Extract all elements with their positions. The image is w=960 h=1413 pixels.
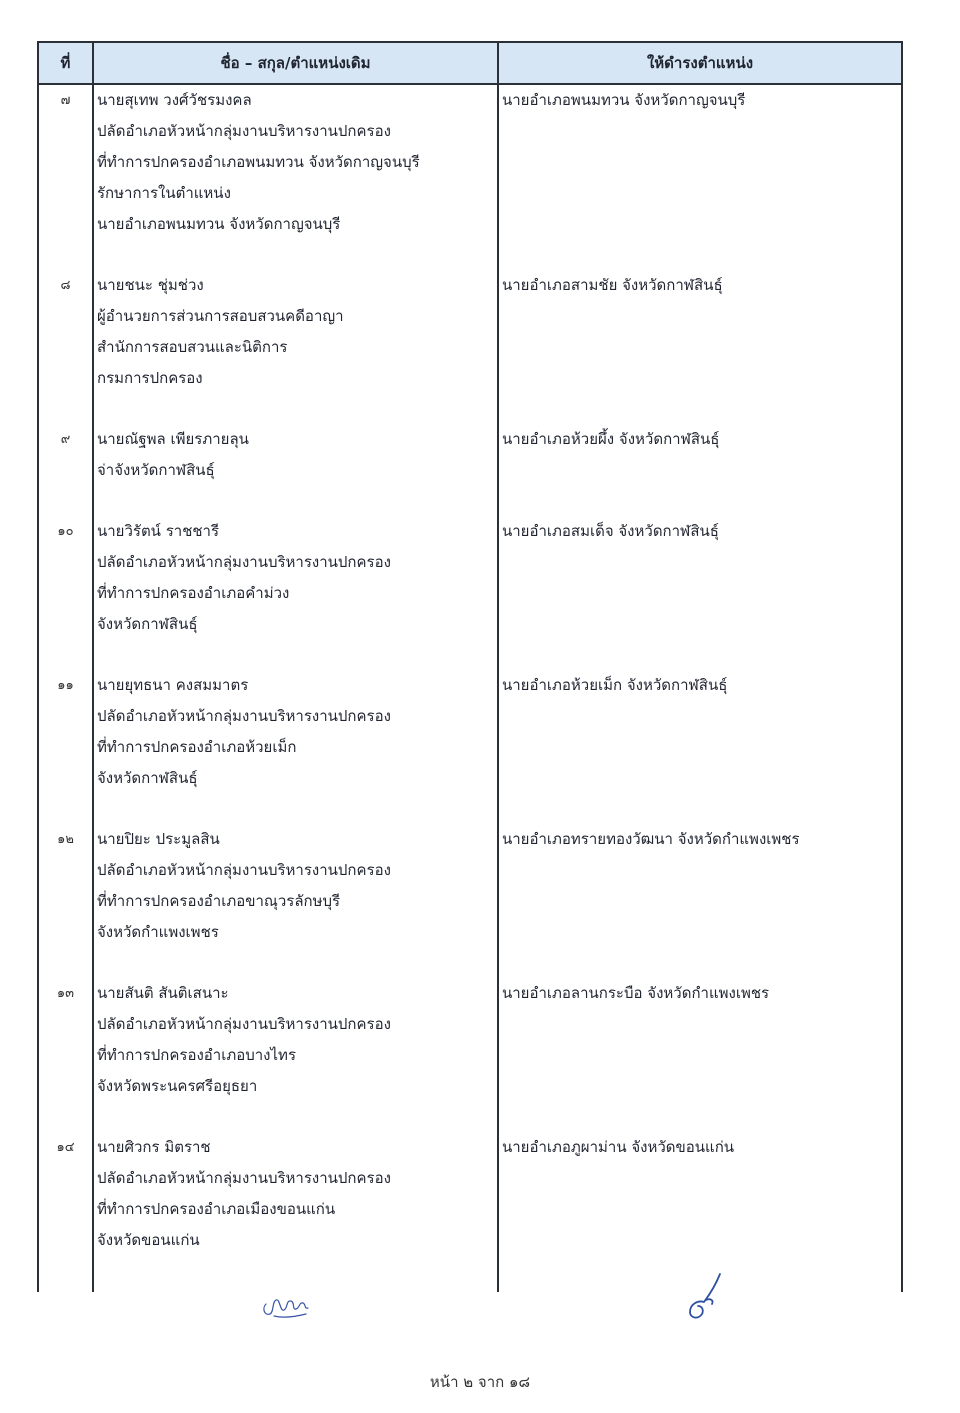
row-number: ๑๔ [38, 1132, 93, 1292]
former-position-line: ที่ทำการปกครองอำเภอพนมทวน จังหวัดกาญจนบุรี [97, 153, 420, 171]
former-position-line: นายอำเภอพนมทวน จังหวัดกาญจนบุรี [97, 215, 341, 233]
former-position-line: รักษาการในตำแหน่ง [97, 184, 231, 202]
table-row [38, 1132, 902, 1292]
appointment-table [37, 41, 903, 1292]
person-name: นายณัฐพล เพียรภายลุน [97, 430, 249, 448]
new-position: นายอำเภอพนมทวน จังหวัดกาญจนบุรี [498, 84, 902, 270]
name-and-former-position [93, 670, 498, 824]
former-position-line: จังหวัดพระนครศรีอยุธยา [97, 1077, 258, 1095]
former-position-line: จังหวัดกาฬสินธุ์ [97, 769, 198, 787]
former-position-line: ปลัดอำเภอหัวหน้ากลุ่มงานบริหารงานปกครอง [97, 707, 391, 725]
former-position-line: ที่ทำการปกครองอำเภอห้วยเม็ก [97, 738, 297, 756]
row-number: ๗ [38, 84, 93, 270]
former-position-line: ปลัดอำเภอหัวหน้ากลุ่มงานบริหารงานปกครอง [97, 1169, 391, 1187]
name-and-former-position [93, 1132, 498, 1292]
former-position-line: ผู้อำนวยการส่วนการสอบสวนคดีอาญา [97, 307, 344, 325]
former-position-line: สำนักการสอบสวนและนิติการ [97, 338, 288, 356]
new-position: นายอำเภอภูผาม่าน จังหวัดขอนแก่น [498, 1132, 902, 1292]
former-position-line: จังหวัดกำแพงเพชร [97, 923, 219, 941]
header-position: ให้ดำรงตำแหน่ง [498, 42, 902, 84]
person-name: นายสุเทพ วงศ์วัชรมงคล [97, 91, 252, 109]
former-position-line: ปลัดอำเภอหัวหน้ากลุ่มงานบริหารงานปกครอง [97, 553, 391, 571]
table-body [38, 84, 902, 1292]
table-row [38, 670, 902, 824]
former-position-line: ที่ทำการปกครองอำเภอบางไทร [97, 1046, 296, 1064]
table-row [38, 424, 902, 516]
name-and-former-position [93, 270, 498, 424]
former-position-line: กรมการปกครอง [97, 369, 203, 387]
name-and-former-position [93, 824, 498, 978]
row-number: ๑๑ [38, 670, 93, 824]
row-number: ๑๓ [38, 978, 93, 1132]
person-name: นายปิยะ ประมูลสิน [97, 830, 220, 848]
name-and-former-position [93, 516, 498, 670]
header-name: ชื่อ – สกุล/ตำแหน่งเดิม [93, 42, 498, 84]
new-position: นายอำเภอทรายทองวัฒนา จังหวัดกำแพงเพชร [498, 824, 902, 978]
signature-right [680, 1270, 730, 1326]
person-name: นายชนะ ชุ่มช่วง [97, 276, 204, 294]
former-position-line: ปลัดอำเภอหัวหน้ากลุ่มงานบริหารงานปกครอง [97, 122, 391, 140]
person-name: นายยุทธนา คงสมมาตร [97, 676, 249, 694]
former-position-line: จ่าจังหวัดกาฬสินธุ์ [97, 461, 215, 479]
former-position-line: จังหวัดกาฬสินธุ์ [97, 615, 198, 633]
table-row [38, 270, 902, 424]
person-name: นายศิวกร มิตราช [97, 1138, 211, 1156]
table-row [38, 84, 902, 270]
row-number: ๑๒ [38, 824, 93, 978]
former-position-line: ที่ทำการปกครองอำเภอขาณุวรลักษบุรี [97, 892, 341, 910]
name-and-former-position [93, 424, 498, 516]
name-and-former-position [93, 84, 498, 270]
table-row [38, 516, 902, 670]
person-name: นายสันติ สันติเสนาะ [97, 984, 229, 1002]
table-row [38, 824, 902, 978]
name-and-former-position [93, 978, 498, 1132]
former-position-line: จังหวัดขอนแก่น [97, 1231, 200, 1249]
row-number: ๘ [38, 270, 93, 424]
signature-left [258, 1290, 318, 1322]
new-position: นายอำเภอลานกระบือ จังหวัดกำแพงเพชร [498, 978, 902, 1132]
new-position: นายอำเภอสามชัย จังหวัดกาฬสินธุ์ [498, 270, 902, 424]
table-row [38, 978, 902, 1132]
new-position: นายอำเภอห้วยผึ้ง จังหวัดกาฬสินธุ์ [498, 424, 902, 516]
former-position-line: ที่ทำการปกครองอำเภอเมืองขอนแก่น [97, 1200, 336, 1218]
row-number: ๑๐ [38, 516, 93, 670]
former-position-line: ปลัดอำเภอหัวหน้ากลุ่มงานบริหารงานปกครอง [97, 861, 391, 879]
former-position-line: ปลัดอำเภอหัวหน้ากลุ่มงานบริหารงานปกครอง [97, 1015, 391, 1033]
new-position: นายอำเภอสมเด็จ จังหวัดกาฬสินธุ์ [498, 516, 902, 670]
header-row [38, 42, 902, 84]
row-number: ๙ [38, 424, 93, 516]
person-name: นายวิรัตน์ ราชชารี [97, 522, 220, 540]
former-position-line: ที่ทำการปกครองอำเภอคำม่วง [97, 584, 290, 602]
page-number: หน้า ๒ จาก ๑๘ [429, 1373, 531, 1391]
new-position: นายอำเภอห้วยเม็ก จังหวัดกาฬสินธุ์ [498, 670, 902, 824]
header-no: ที่ [38, 42, 93, 84]
